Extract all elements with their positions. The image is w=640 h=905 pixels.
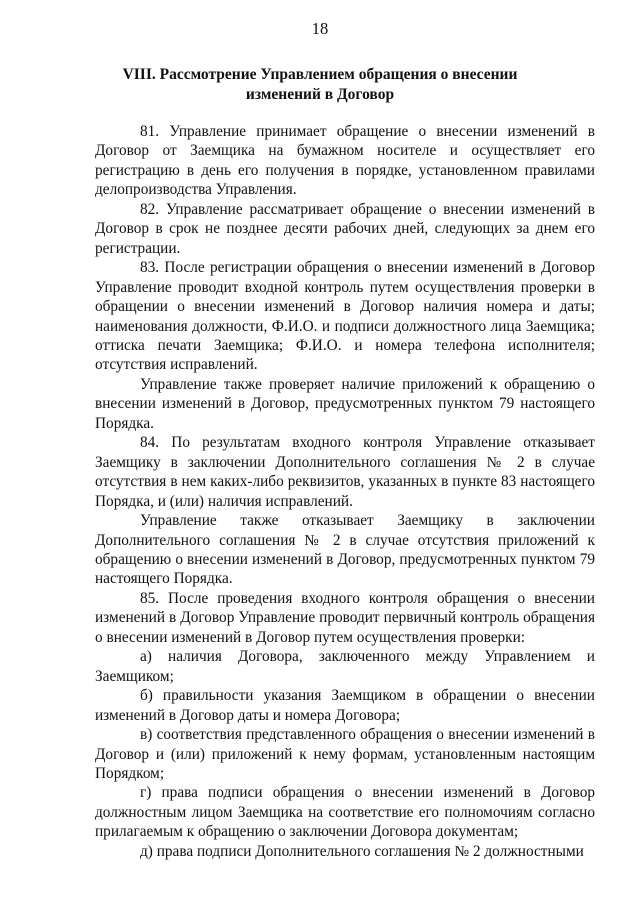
paragraph-84-continued: Управление также отказывает Заемщику в заключении Дополнительного соглашения № 2 в случае отсутствия приложений к обращению о внесении изменений в Договор, предусмотренных пунктом 79 настоящего Порядка. <box>95 512 595 588</box>
list-item-g: г) права подписи обращения о внесении изменений в Договор должностным лицом Заемщика на соответствие его полномочиям согласно прилагаемым к обращению о заключении Договора документам; <box>95 784 595 841</box>
paragraph-82: 82. Управление рассматривает обращение о внесении изменений в Договор в срок не позднее десяти рабочих дней, следующих за днем его регистрации. <box>95 200 595 257</box>
body-text <box>95 122 595 861</box>
section-heading-line-2: изменений в Договор <box>245 85 395 103</box>
paragraph-83-continued: Управление также проверяет наличие приложений к обращению о внесении изменений в Договор, предусмотренных пунктом 79 настоящего Порядка. <box>95 375 595 432</box>
section-heading-line-1: VIII. Рассмотрение Управлением обращения о внесении <box>122 66 518 83</box>
list-item-b: б) правильности указания Заемщиком в обращении о внесении изменений в Договор даты и номера Договора; <box>95 687 595 724</box>
page-number: 18 <box>311 19 329 38</box>
paragraph-83: 83. После регистрации обращения о внесении изменений в Договор Управление проводит входной контроль путем осуществления проверки в обращении о внесении изменений в Договор наличия номера и даты; наименования должности, Ф.И.О. и подписи должностного лица Заемщика; оттиска печати Заемщика; Ф.И.О. и номера телефона исполнителя; отсутствия исправлений. <box>95 259 595 374</box>
section-heading <box>94 65 546 104</box>
paragraph-85: 85. После проведения входного контроля обращения о внесении изменений в Договор Управление проводит первичный контроль обращения о внесении изменений в Договор путем осуществления проверки: <box>95 589 595 646</box>
list-item-a: а) наличия Договора, заключенного между Управлением и Заемщиком; <box>95 648 595 685</box>
paragraph-81: 81. Управление принимает обращение о внесении изменений в Договор от Заемщика на бумажном носителе и осуществляет его регистрацию в день его получения в порядке, установленном правилами делопроизводства Управления. <box>95 123 595 199</box>
list-item-d: д) права подписи Дополнительного соглашения № 2 должностными <box>140 842 584 860</box>
paragraph-84: 84. По результатам входного контроля Управление отказывает Заемщику в заключении Дополнительного соглашения № 2 в случае отсутствия в нем каких-либо реквизитов, указанных в пункте 83 настоящего Порядка, и (или) наличия исправлений. <box>95 434 595 510</box>
list-item-v: в) соответствия представленного обращения о внесении изменений в Договор и (или) приложений к нему формам, установленным настоящим Порядком; <box>95 726 595 782</box>
